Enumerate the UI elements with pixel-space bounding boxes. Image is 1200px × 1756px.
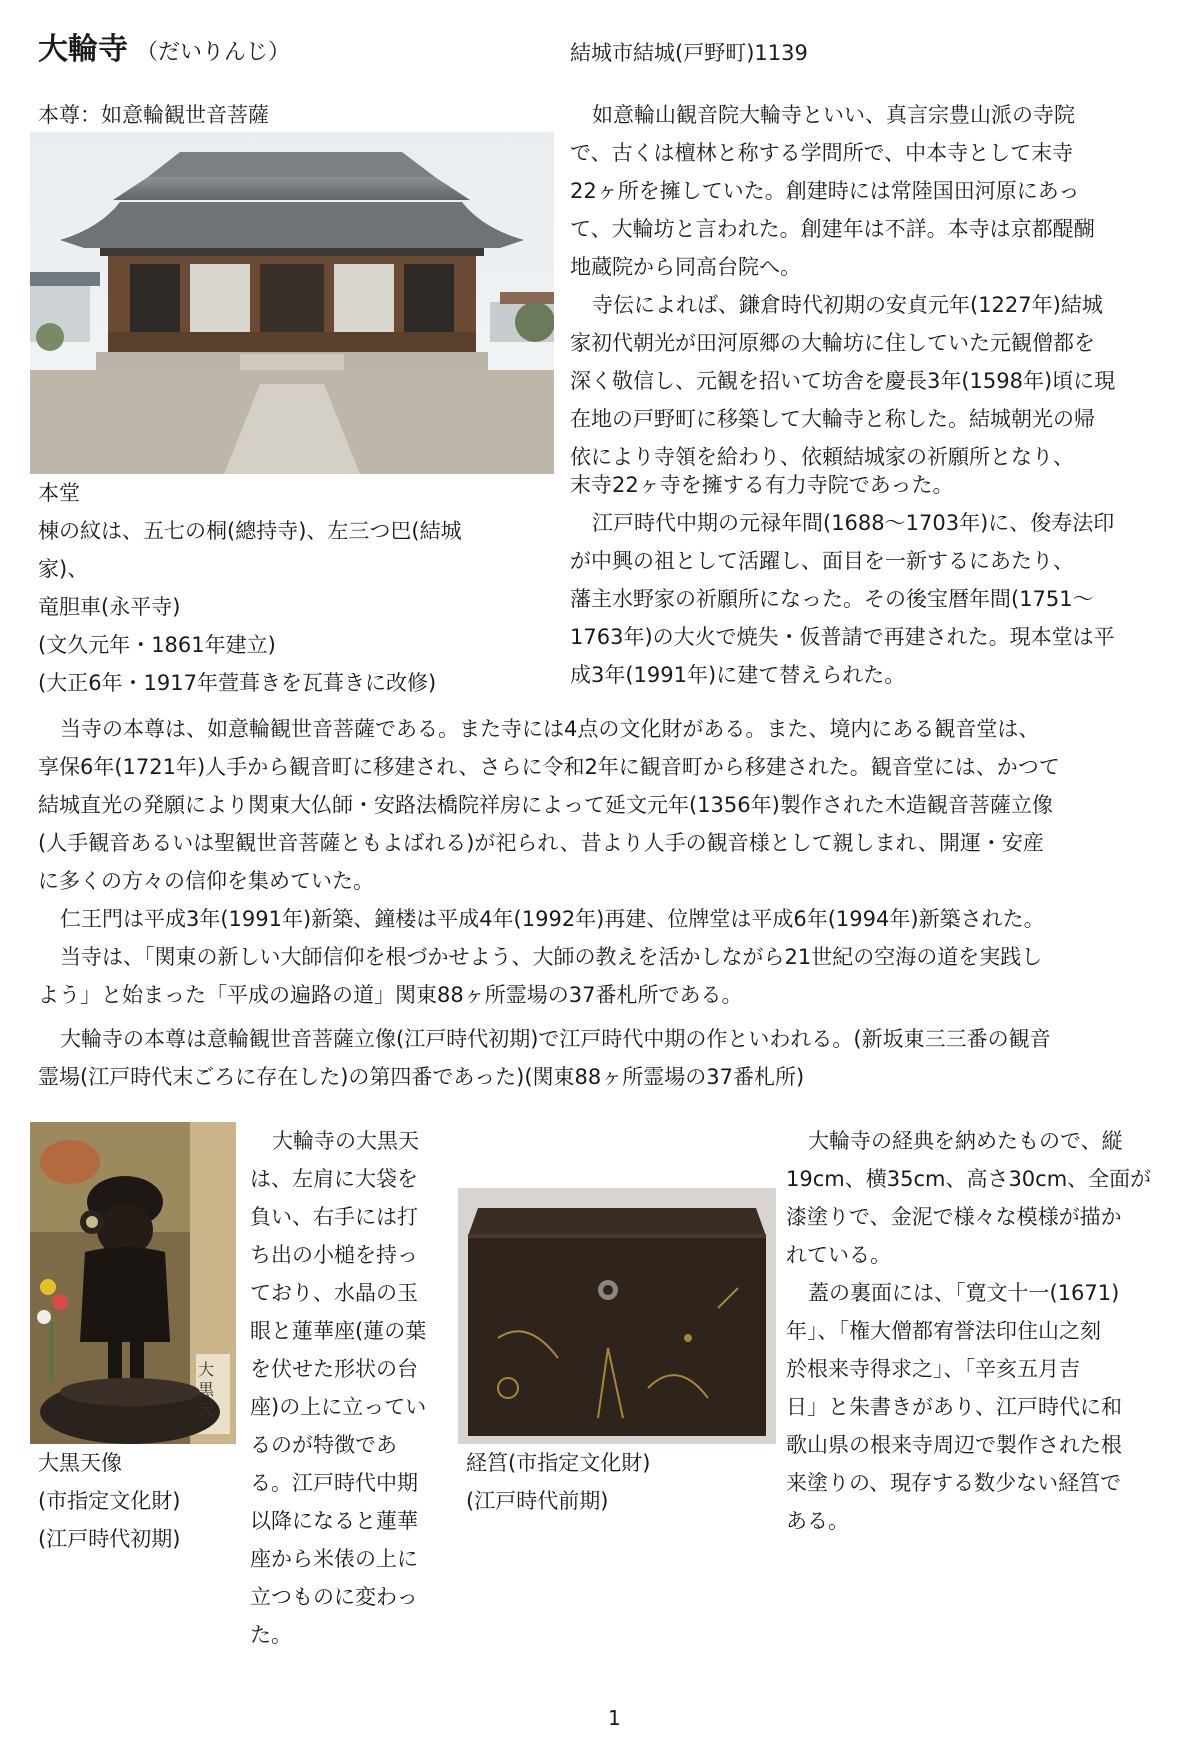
caption-line: 本堂 [38,481,80,505]
kyoko-line: 19cm、横35cm、高さ30cm、全面が [786,1167,1152,1191]
page-number: 1 [608,1706,621,1730]
daikoku-line: 眼と蓮華座(蓮の葉 [250,1319,427,1343]
caption-line: (市指定文化財) [38,1489,181,1513]
daikoku-line: た。 [250,1623,292,1647]
caption-line: (文久元年・1861年建立) [38,633,276,657]
daikoku-plaque: 大黒天 [198,1360,215,1419]
caption-line: 家)、 [38,557,89,581]
caption-line: (江戸時代初期) [38,1527,181,1551]
daikoku-line: は、左肩に大袋を [250,1167,418,1191]
caption-line: 大黒天像 [38,1451,122,1475]
history-column [570,96,1115,694]
kyoko-line: れている。 [786,1243,891,1267]
history-line: 家初代朝光が田河原郷の大輪坊に住していた元観僧都を [570,331,1095,355]
kyoko-line: 来塗りの、現存する数少ない経筥で [786,1471,1122,1495]
body-line: 当寺は、「関東の新しい大師信仰を根づかせよう、大師の教えを活かしながら21世紀の空海の道を実践し [60,945,1043,969]
body-line: (人手観音あるいは聖観世音菩薩ともよばれる)が祀られ、昔より人手の観音様として親しまれ、開運・安産 [38,831,1044,855]
main-hall-photo [30,132,554,474]
page-title [38,30,290,73]
sutra-box-caption [466,1444,650,1520]
daikoku-line: 立つものに変わっ [250,1585,418,1609]
body-line: に多くの方々の信仰を集めていた。 [38,869,374,893]
history-line: て、大輪坊と言われた。創建年は不詳。本寺は京都醍醐 [570,217,1095,241]
kyoko-line: 於根来寺得求之」、「辛亥五月吉 [786,1357,1080,1381]
daikoku-line: る。江戸時代中期 [250,1471,418,1495]
caption-line: 竜胆車(永平寺) [38,595,181,619]
history-line: 藩主水野家の祈願所になった。その後宝暦年間(1751〜 [570,587,1094,611]
history-line: 深く敬信し、元観を招いて坊舎を慶長3年(1598年)頃に現 [570,369,1116,393]
kyoko-line: 日」と朱書きがあり、江戸時代に和 [786,1395,1122,1419]
kyoko-line: ある。 [786,1509,849,1533]
main-hall-caption [38,474,462,702]
history-line: 成3年(1991年)に建て替えられた。 [570,663,906,687]
temple-reading: （だいりんじ） [136,40,291,65]
daikoku-line: 座から米俵の上に [250,1547,418,1571]
history-line: 末寺22ヶ寺を擁する有力寺院であった。 [570,473,954,497]
body-line: 結城直光の発願により関東大仏師・安路法橋院祥房によって延文元年(1356年)製作された木造観音菩薩立像 [38,793,1053,817]
daikoku-line: るのが特徴であ [250,1433,397,1457]
history-line: 22ヶ所を擁していた。創建時には常陸国田河原にあっ [570,179,1080,203]
history-line: 寺伝によれば、鎌倉時代初期の安貞元年(1227年)結城 [592,293,1103,317]
history-line: 地蔵院から同高台院へ。 [570,255,801,279]
history-line: 江戸時代中期の元禄年間(1688〜1703年)に、俊寿法印 [592,511,1115,535]
kyoko-line: 歌山県の根来寺周辺で製作された根 [786,1433,1122,1457]
body-line: 仁王門は平成3年(1991年)新築、鐘楼は平成4年(1992年)再建、位牌堂は平成6年(1994年)新築された。 [60,907,1045,931]
kyoko-line: 大輪寺の経典を納めたもので、縦 [808,1129,1123,1153]
address: 結城市結城(戸野町)1139 [570,41,808,65]
body-line: 霊場(江戸時代末ごろに存在した)の第四番であった)(関東88ヶ所霊場の37番札所) [38,1065,805,1089]
history-line: で、古くは檀林と称する学問所で、中本寺として末寺 [570,141,1074,165]
history-line: 如意輪山観音院大輪寺といい、真言宗豊山派の寺院 [592,103,1075,127]
caption-line: (江戸時代前期) [466,1489,609,1513]
sutra-box-text [786,1122,1151,1540]
daikoku-line: 負い、右手には打 [250,1205,418,1229]
honzon-label: 本尊：如意輪観世音菩薩 [38,103,269,127]
kyoko-line: 漆塗りで、金泥で様々な模様が描か [786,1205,1122,1229]
daikokuten-text [250,1122,426,1654]
caption-line: 経筥(市指定文化財) [466,1451,651,1475]
daikoku-line: 以降になると蓮華 [250,1509,418,1533]
history-line: が中興の祖として活躍し、面目を一新するにあたり、 [570,549,1074,573]
kyoko-line: 年」、「権大僧都宥誉法印住山之刻 [786,1319,1101,1343]
history-line: 1763年)の大火で焼失・仮普請で再建された。現本堂は平 [570,625,1115,649]
daikoku-line: を伏せた形状の台 [250,1357,418,1381]
daikoku-line: ち出の小槌を持っ [250,1243,418,1267]
caption-line: 棟の紋は、五七の桐(總持寺)、左三つ巴(結城 [38,519,462,543]
daikokuten-caption [38,1444,180,1558]
body-line: 享保6年(1721年)人手から観音町に移建され、さらに令和2年に観音町から移建された。観音堂には、かつて [38,755,1060,779]
kyoko-line: 蓋の裏面には、「寛文十一(1671) [808,1281,1120,1305]
history-line: 在地の戸野町に移築して大輪寺と称した。結城朝光の帰 [570,407,1095,431]
body-line: 当寺の本尊は、如意輪観世音菩薩である。また寺には4点の文化財がある。また、境内にある観音堂は、 [60,717,1040,741]
caption-line: (大正6年・1917年萱葺きを瓦葺きに改修) [38,671,437,695]
body-line: 大輪寺の本尊は意輪観世音菩薩立像(江戸時代初期)で江戸時代中期の作といわれる。(新坂東三三番の観音 [60,1027,1051,1051]
daikoku-line: ており、水晶の玉 [250,1281,418,1305]
full-width-text [38,710,1060,1096]
history-line: 依により寺領を給わり、依頼結城家の祈願所となり、 [570,445,1074,469]
temple-name: 大輪寺 [38,32,128,67]
daikokuten-photo [30,1122,236,1444]
daikoku-line: 座)の上に立ってい [250,1395,427,1419]
daikoku-line: 大輪寺の大黒天 [272,1129,419,1153]
sutra-box-photo [458,1188,776,1444]
body-line: よう」と始まった「平成の遍路の道」関東88ヶ所霊場の37番札所である。 [38,983,743,1007]
